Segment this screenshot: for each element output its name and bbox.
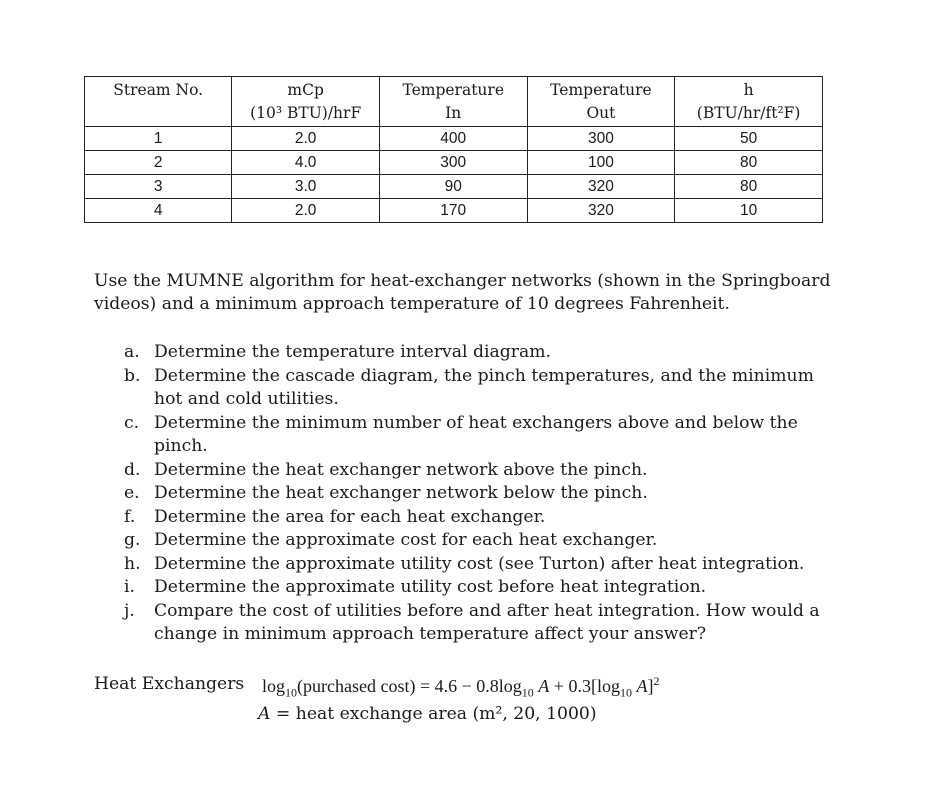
- list-item-text: Determine the approximate utility cost before heat integration.: [154, 577, 707, 597]
- table-cell: 2: [85, 151, 232, 175]
- cost-equation: [262, 674, 659, 701]
- table-row: [85, 127, 823, 151]
- table-cell: 320: [527, 199, 675, 223]
- list-item: [124, 341, 824, 365]
- list-item: [124, 576, 824, 600]
- table-cell: 170: [379, 199, 527, 223]
- table-cell: 2.0: [232, 127, 380, 151]
- table-cell: 320: [527, 175, 675, 199]
- list-item-text: Determine the approximate cost for each heat exchanger.: [154, 530, 658, 550]
- list-marker: d.: [124, 459, 141, 480]
- table-cell: 100: [527, 151, 675, 175]
- list-marker: c.: [124, 412, 140, 433]
- header-temperature-out: Temperature Out: [527, 77, 675, 127]
- table-cell: 1: [85, 127, 232, 151]
- list-marker: f.: [124, 506, 136, 527]
- header-mcp: mCp (10³ BTU)/hrF: [232, 77, 380, 127]
- list-item-text: Determine the temperature interval diagram.: [154, 342, 551, 362]
- table-cell: 400: [379, 127, 527, 151]
- table-row: [85, 175, 823, 199]
- list-item-text: Determine the heat exchanger network above the pinch.: [154, 459, 648, 480]
- list-marker: j.: [124, 600, 135, 621]
- table-cell: 300: [527, 127, 675, 151]
- eq-var-a: A: [538, 676, 550, 696]
- eq-log-base: 10: [521, 685, 534, 700]
- list-item-text: Determine the approximate utility cost (see Turton) after heat integration.: [154, 553, 805, 574]
- task-list: [124, 341, 824, 647]
- list-item: [124, 553, 824, 577]
- eq-plus-term: + 0.3: [549, 676, 591, 696]
- header-h: h (BTU/hr/ft²F): [675, 77, 823, 127]
- list-item-text: Determine the minimum number of heat exchangers above and below the pinch.: [154, 412, 798, 456]
- eq-open-bracket: [: [590, 676, 597, 696]
- stream-data-table: [84, 76, 823, 223]
- table-header-row: [85, 77, 823, 127]
- table-cell: 50: [675, 127, 823, 151]
- eq-exponent: 2: [653, 674, 660, 688]
- table-cell: 90: [379, 175, 527, 199]
- table-cell: 4.0: [232, 151, 380, 175]
- heat-exchangers-label: Heat Exchangers: [94, 674, 245, 694]
- list-item: [124, 459, 824, 483]
- area-var: A: [258, 704, 271, 724]
- table-cell: 80: [675, 175, 823, 199]
- list-item: [124, 482, 824, 506]
- intro-paragraph: Use the MUMNE algorithm for heat-exchanger networks (shown in the Springboard videos) and a minimum approach temperature of 10 degrees Fahrenheit.: [94, 271, 831, 314]
- list-item: [124, 506, 824, 530]
- table-cell: 4: [85, 199, 232, 223]
- list-marker: h.: [124, 553, 141, 574]
- eq-var-a: A: [636, 676, 648, 696]
- table-cell: 3.0: [232, 175, 380, 199]
- list-marker: b.: [124, 365, 141, 386]
- list-item-text: Determine the cascade diagram, the pinch temperatures, and the minimum hot and cold utilities.: [154, 365, 814, 409]
- eq-const-terms: = 4.6 − 0.8: [415, 676, 499, 696]
- list-item-text: Compare the cost of utilities before and after heat integration. How would a change in minimum approach temperature affect your answer?: [154, 600, 820, 644]
- eq-close-bracket: ]: [647, 676, 654, 696]
- eq-lhs-arg: (purchased cost): [297, 676, 416, 696]
- table-cell: 80: [675, 151, 823, 175]
- list-item-text: Determine the heat exchanger network below the pinch.: [154, 483, 648, 503]
- list-marker: a.: [124, 342, 140, 362]
- list-marker: i.: [124, 577, 135, 597]
- table-cell: 3: [85, 175, 232, 199]
- area-def-text: = heat exchange area (m², 20, 1000): [270, 704, 597, 724]
- list-item: [124, 529, 824, 553]
- list-item: [124, 412, 824, 459]
- eq-log-base: 10: [619, 685, 632, 700]
- eq-log: log: [596, 676, 620, 696]
- list-item: [124, 600, 824, 647]
- eq-log-base: 10: [285, 685, 298, 700]
- list-marker: e.: [124, 483, 140, 503]
- table-cell: 10: [675, 199, 823, 223]
- table-row: [85, 151, 823, 175]
- header-stream-no: Stream No.: [85, 77, 232, 127]
- table-cell: 300: [379, 151, 527, 175]
- list-marker: g.: [124, 530, 141, 550]
- eq-log: log: [262, 676, 286, 696]
- table-cell: 2.0: [232, 199, 380, 223]
- list-item: [124, 365, 824, 412]
- list-item-text: Determine the area for each heat exchanger.: [154, 506, 546, 527]
- table-row: [85, 199, 823, 223]
- area-definition: [258, 704, 597, 724]
- header-temperature-in: Temperature In: [379, 77, 527, 127]
- eq-log: log: [498, 676, 522, 696]
